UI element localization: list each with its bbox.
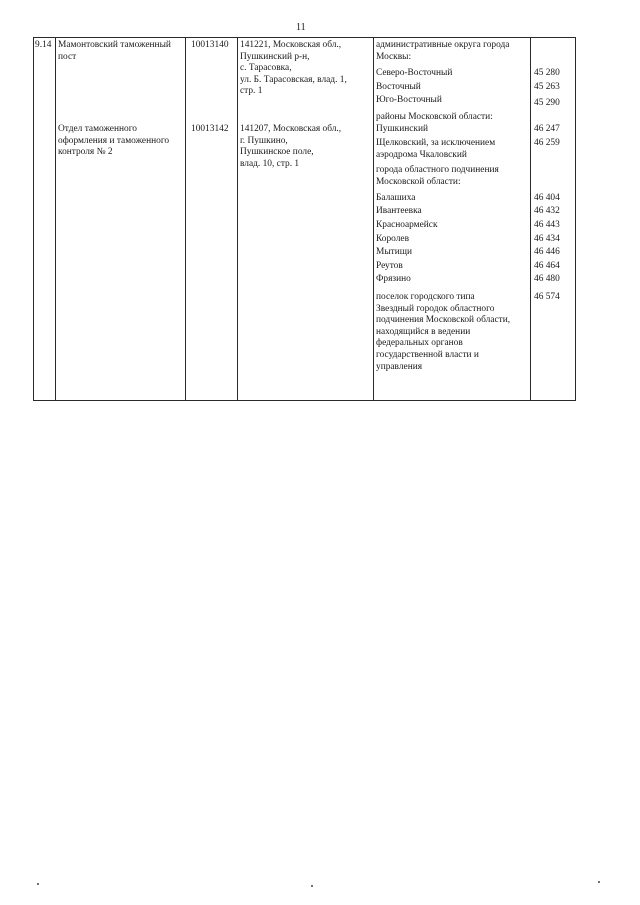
region-header: районы Московской области: bbox=[376, 112, 493, 122]
territory-name: Щелковский, за исключением аэродрома Чкаловский bbox=[376, 138, 496, 160]
post-name: Мамонтовский таможенный пост bbox=[58, 40, 171, 62]
post-code: 10013140 bbox=[191, 40, 229, 50]
city-name: Балашиха bbox=[376, 193, 416, 203]
col-divider-5 bbox=[530, 37, 531, 401]
territory-code: 46 247 bbox=[534, 124, 560, 134]
table-border-left bbox=[33, 37, 34, 401]
city-name: Мытищи bbox=[376, 247, 412, 257]
city-code: 46 432 bbox=[534, 206, 560, 216]
settlement-code: 46 574 bbox=[534, 292, 560, 302]
col-divider-1 bbox=[55, 37, 56, 401]
city-code: 46 434 bbox=[534, 234, 560, 244]
territory-name: Юго-Восточный bbox=[376, 95, 442, 105]
territory-header: административные округа города Москвы: bbox=[376, 40, 510, 62]
city-code: 46 464 bbox=[534, 261, 560, 271]
city-code: 46 446 bbox=[534, 247, 560, 257]
city-code: 46 443 bbox=[534, 220, 560, 230]
territory-code: 46 259 bbox=[534, 138, 560, 148]
row-number: 9.14 bbox=[35, 40, 52, 50]
territory-code: 45 290 bbox=[534, 98, 560, 108]
territory-name: Северо-Восточный bbox=[376, 68, 453, 78]
table-border-right bbox=[575, 37, 576, 401]
territory-name: Пушкинский bbox=[376, 124, 429, 134]
page-number: 11 bbox=[296, 22, 306, 33]
city-code: 46 404 bbox=[534, 193, 560, 203]
territory-code: 45 280 bbox=[534, 68, 560, 78]
scan-speck bbox=[598, 881, 600, 883]
city-name: Королев bbox=[376, 234, 409, 244]
post-address: 141207, Московская обл., г. Пушкино, Пушкинское поле, влад. 10, стр. 1 bbox=[240, 124, 342, 169]
city-name: Реутов bbox=[376, 261, 403, 271]
scan-speck bbox=[37, 883, 39, 885]
city-name: Фрязино bbox=[376, 274, 411, 284]
table-border-top bbox=[33, 37, 576, 38]
scan-speck bbox=[311, 885, 313, 887]
city-code: 46 480 bbox=[534, 274, 560, 284]
post-address: 141221, Московская обл., Пушкинский р-н, с. Тарасовка, ул. Б. Тарасовская, влад. 1, стр. 1 bbox=[240, 40, 347, 97]
table-border-bottom bbox=[33, 400, 576, 401]
city-name: Красноармейск bbox=[376, 220, 438, 230]
city-name: Ивантеевка bbox=[376, 206, 422, 216]
post-code: 10013142 bbox=[191, 124, 229, 134]
territory-code: 45 263 bbox=[534, 82, 560, 92]
cities-header: города областного подчинения Московской области: bbox=[376, 165, 499, 187]
territory-name: Восточный bbox=[376, 82, 421, 92]
settlement-name: поселок городского типа Звездный городок областного подчинения Московской области, находящийся в ведении федеральных органов государственной власти и управления bbox=[376, 292, 511, 372]
col-divider-4 bbox=[373, 37, 374, 401]
post-name: Отдел таможенного оформления и таможенного контроля № 2 bbox=[58, 124, 170, 158]
col-divider-3 bbox=[237, 37, 238, 401]
col-divider-2 bbox=[185, 37, 186, 401]
